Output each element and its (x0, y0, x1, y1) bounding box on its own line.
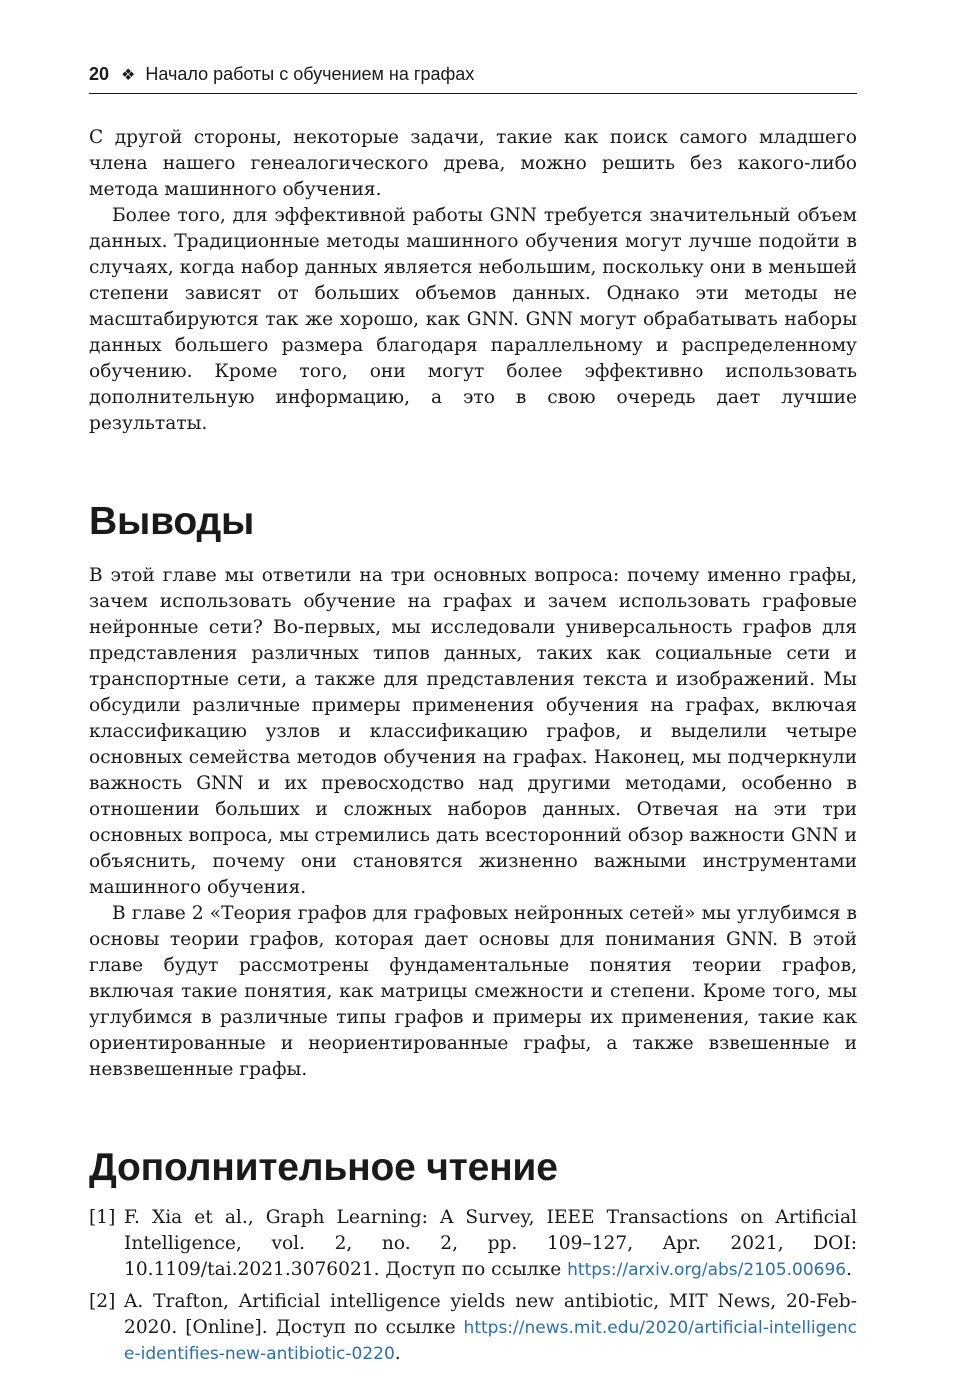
reference-list (89, 1205, 857, 1367)
reference-number: [2] (89, 1291, 116, 1312)
conclusions-heading: Выводы (89, 500, 255, 543)
reference-tail: . (846, 1259, 853, 1280)
book-page (89, 64, 857, 1373)
conclusions-paragraph-1: В этой главе мы ответили на три основных вопроса: почему именно графы, зачем использовать обучение на графах и зачем использовать графовые нейронные сети? Во-первых, мы исследовали универсальность графов для представления различных типов данных, таких как социальные сети и транспортные сети, а также для представления текста и изображений. Мы обсудили различные примеры применения обучения на графах, включая классификацию узлов и классификацию графов, и выделили четыре основных семейства методов обучения на графах. Наконец, мы подчеркнули важность GNN и их превосходство над другими методами, особенно в отношении больших и сложных наборов данных. Отвечая на эти три основных вопроса, мы стремились дать всесторонний обзор важности GNN и объяснить, почему они становятся жизненно важными инструментами машинного обучения. (89, 565, 857, 898)
further-reading-heading: Дополнительное чтение (89, 1146, 558, 1189)
reference-item (89, 1289, 857, 1367)
intro-paragraph-2: Более того, для эффективной работы GNN требуется значительный объем данных. Традиционные методы машинного обучения могут лучше подойти в случаях, когда набор данных является небольшим, поскольку они в меньшей степени зависят от больших объемов данных. Однако эти методы не масштабируются так же хорошо, как GNN. GNN могут обрабатывать наборы данных большего размера благодаря параллельному и распределенному обучению. Кроме того, они могут более эффективно использовать дополнительную информацию, а это в свою очередь дает лучшие результаты. (89, 205, 857, 434)
page-number: 20 (89, 64, 110, 84)
reference-text (124, 1205, 857, 1283)
reference-link[interactable]: https://news.mit.edu/2020/artificial-intelligence-identifies-new-antibiotic-0220 (124, 1318, 857, 1364)
reference-text (124, 1289, 857, 1367)
reference-link[interactable]: https://arxiv.org/abs/2105.00696 (567, 1260, 847, 1280)
conclusions-paragraph-2: В главе 2 «Теория графов для графовых нейронных сетей» мы углубимся в основы теории графов, которая дает основы для понимания GNN. В этой главе будут рассмотрены фундаментальные понятия теории графов, включая такие понятия, как матрицы смежности и степени. Кроме того, мы углубимся в различные типы графов и примеры их применения, такие как ориентированные и неориентированные графы, а также взвешенные и невзвешенные графы. (89, 903, 857, 1080)
intro-paragraph-1: С другой стороны, некоторые задачи, такие как поиск самого младшего члена нашего генеалогического древа, можно решить без какого-либо метода машинного обучения. (89, 127, 857, 200)
ornament-icon: ❖ (121, 67, 136, 84)
reference-citation: A. Trafton, Artificial intelligence yields new antibiotic, MIT News, 20-Feb-2020. [Online]. Доступ по ссылке (124, 1291, 857, 1338)
running-header (89, 64, 857, 94)
reference-citation: F. Xia et al., Graph Learning: A Survey, IEEE Transactions on Artificial Intelligence, vol. 2, no. 2, pp. 109–127, Apr. 2021, DOI: 10.1109/tai.2021.3076021. Доступ по ссылке (124, 1207, 857, 1280)
chapter-title: Начало работы с обучением на графах (145, 64, 475, 84)
reference-tail: . (394, 1343, 401, 1364)
reference-number: [1] (89, 1207, 116, 1228)
reference-item (89, 1205, 857, 1283)
